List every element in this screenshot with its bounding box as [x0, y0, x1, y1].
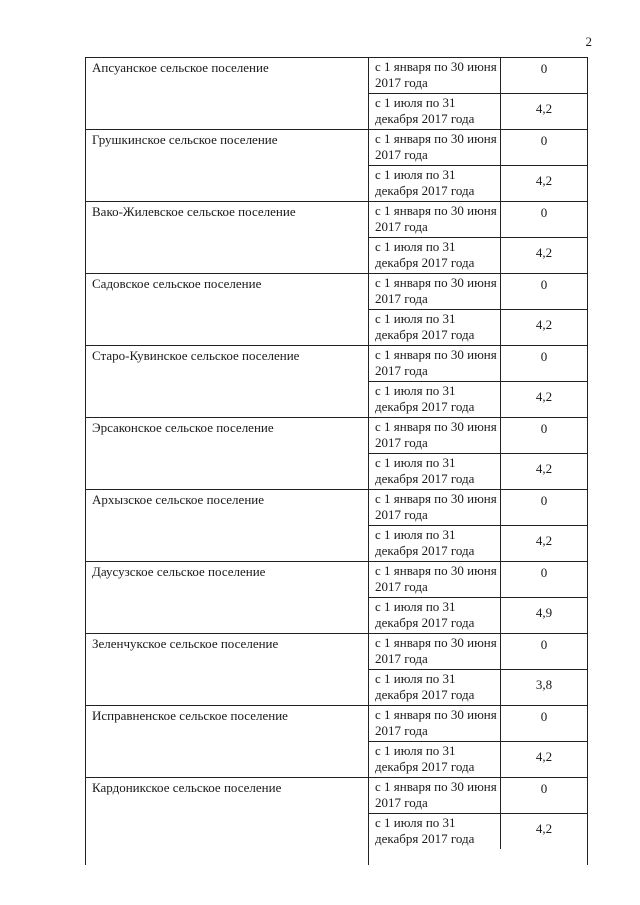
rate-value: 4,2	[535, 461, 553, 476]
rate-value: 4,2	[535, 173, 553, 188]
settlement-block	[86, 634, 587, 706]
period-row	[369, 346, 587, 381]
rate-value: 0	[540, 565, 548, 580]
period-label: с 1 июля по 31 декабря 2017 года	[369, 598, 501, 633]
rate-value: 0	[540, 781, 548, 796]
period-label: с 1 января по 30 июня 2017 года	[369, 130, 501, 165]
period-label: с 1 января по 30 июня 2017 года	[369, 634, 501, 669]
period-row	[369, 130, 587, 165]
rate-value: 0	[540, 133, 548, 148]
settlement-block	[86, 274, 587, 346]
period-label: с 1 июля по 31 декабря 2017 года	[369, 526, 501, 561]
period-row	[369, 525, 587, 561]
rate-value: 4,2	[535, 389, 553, 404]
period-rows	[369, 346, 587, 417]
settlement-name: Исправненское сельское поселение	[86, 706, 369, 777]
period-row	[369, 237, 587, 273]
period-label: с 1 января по 30 июня 2017 года	[369, 490, 501, 525]
rate-value: 0	[540, 349, 548, 364]
settlement-name: Апсуанское сельское поселение	[86, 58, 369, 129]
period-row	[369, 274, 587, 309]
rate-value: 0	[540, 709, 548, 724]
settlement-name: Кардоникское сельское поселение	[86, 778, 369, 865]
settlement-block	[86, 418, 587, 490]
rate-value: 3,8	[535, 677, 553, 692]
settlement-block	[86, 778, 587, 865]
period-label: с 1 января по 30 июня 2017 года	[369, 274, 501, 309]
settlement-block	[86, 562, 587, 634]
period-label: с 1 января по 30 июня 2017 года	[369, 562, 501, 597]
period-rows	[369, 130, 587, 201]
period-label: с 1 июля по 31 декабря 2017 года	[369, 670, 501, 705]
period-row	[369, 669, 587, 705]
rate-value: 0	[540, 637, 548, 652]
period-label: с 1 января по 30 июня 2017 года	[369, 706, 501, 741]
settlement-name: Садовское сельское поселение	[86, 274, 369, 345]
rate-value: 0	[540, 493, 548, 508]
period-row	[369, 706, 587, 741]
settlement-block	[86, 58, 587, 130]
rates-table	[85, 57, 588, 865]
period-label: с 1 января по 30 июня 2017 года	[369, 58, 501, 93]
rate-value: 0	[540, 277, 548, 292]
period-row	[369, 202, 587, 237]
settlement-block	[86, 346, 587, 418]
rate-value: 4,2	[535, 749, 553, 764]
period-row	[369, 562, 587, 597]
period-label: с 1 июля по 31 декабря 2017 года	[369, 94, 501, 129]
period-label: с 1 января по 30 июня 2017 года	[369, 418, 501, 453]
period-label: с 1 июля по 31 декабря 2017 года	[369, 814, 501, 849]
period-label: с 1 января по 30 июня 2017 года	[369, 778, 501, 813]
period-row	[369, 490, 587, 525]
settlement-name: Зеленчукское сельское поселение	[86, 634, 369, 705]
period-label: с 1 января по 30 июня 2017 года	[369, 346, 501, 381]
settlement-name: Старо-Кувинское сельское поселение	[86, 346, 369, 417]
period-rows	[369, 778, 587, 865]
rate-value: 4,2	[535, 533, 553, 548]
period-row	[369, 453, 587, 489]
period-rows	[369, 418, 587, 489]
period-row	[369, 741, 587, 777]
settlement-block	[86, 202, 587, 274]
period-rows	[369, 562, 587, 633]
rate-value: 4,2	[535, 245, 553, 260]
period-label: с 1 июля по 31 декабря 2017 года	[369, 454, 501, 489]
period-label: с 1 июля по 31 декабря 2017 года	[369, 742, 501, 777]
settlement-block	[86, 130, 587, 202]
settlement-name: Даусузское сельское поселение	[86, 562, 369, 633]
period-row	[369, 813, 587, 849]
rate-value: 4,2	[535, 101, 553, 116]
settlement-name: Эрсаконское сельское поселение	[86, 418, 369, 489]
rate-value: 0	[540, 421, 548, 436]
settlement-name: Грушкинское сельское поселение	[86, 130, 369, 201]
period-label: с 1 июля по 31 декабря 2017 года	[369, 310, 501, 345]
settlement-block	[86, 706, 587, 778]
period-row	[369, 381, 587, 417]
rate-value: 0	[540, 205, 548, 220]
rate-value: 4,2	[535, 317, 553, 332]
period-row	[369, 778, 587, 813]
period-label: с 1 июля по 31 декабря 2017 года	[369, 382, 501, 417]
page-number: 2	[585, 34, 592, 49]
rate-value: 4,9	[535, 605, 553, 620]
period-row	[369, 418, 587, 453]
settlement-name: Архызское сельское поселение	[86, 490, 369, 561]
rate-value: 0	[540, 61, 548, 76]
period-rows	[369, 202, 587, 273]
settlement-name: Вако-Жилевское сельское поселение	[86, 202, 369, 273]
settlement-block	[86, 490, 587, 562]
period-label: с 1 января по 30 июня 2017 года	[369, 202, 501, 237]
period-label: с 1 июля по 31 декабря 2017 года	[369, 238, 501, 273]
period-row	[369, 597, 587, 633]
period-row	[369, 165, 587, 201]
period-rows	[369, 706, 587, 777]
period-rows	[369, 634, 587, 705]
period-label: с 1 июля по 31 декабря 2017 года	[369, 166, 501, 201]
period-rows	[369, 274, 587, 345]
period-row	[369, 634, 587, 669]
period-rows	[369, 490, 587, 561]
period-row	[369, 93, 587, 129]
period-row	[369, 309, 587, 345]
rate-value: 4,2	[535, 821, 553, 836]
period-rows	[369, 58, 587, 129]
period-row	[369, 58, 587, 93]
